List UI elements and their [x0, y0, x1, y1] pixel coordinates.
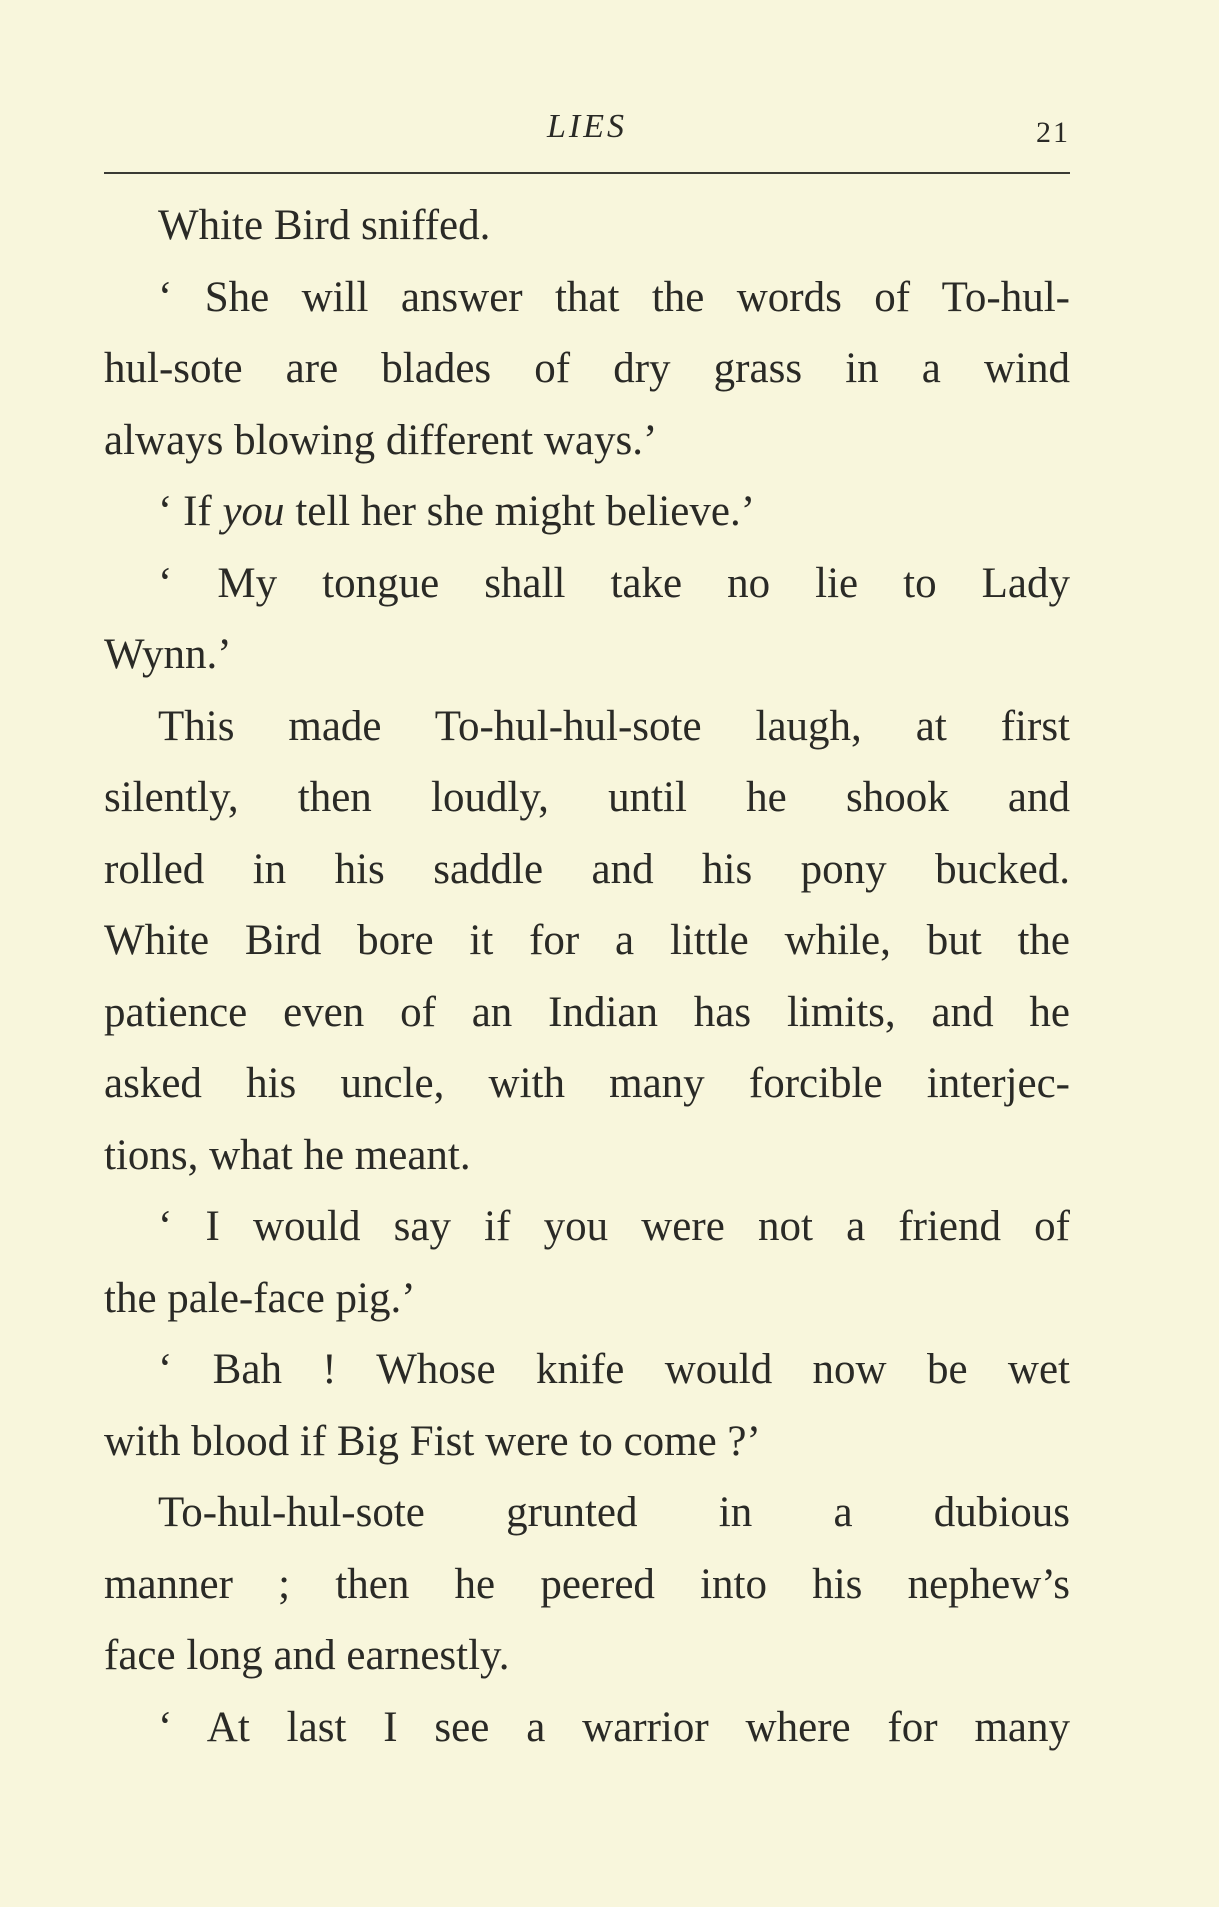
text-line: with blood if Big Fist were to come ?’: [104, 1417, 761, 1465]
text-line: tions, what he meant.: [104, 1131, 471, 1179]
text-segment: tell her she might believe.’: [284, 488, 756, 535]
text-line: rolled in his saddle and his pony bucked.: [104, 845, 1070, 893]
text-line: ‘ I would say if you were not a friend of: [158, 1203, 1070, 1250]
text-line: asked his uncle, with many forcible interjec-: [104, 1060, 1070, 1107]
page-header: [104, 108, 1070, 168]
text-line: patience even of an Indian has limits, and he: [104, 988, 1070, 1036]
emphasized-word: you: [222, 488, 285, 535]
page-number: 21: [1036, 116, 1070, 149]
header-rule: [104, 172, 1070, 174]
text-line: ‘ Bah ! Whose knife would now be wet: [158, 1346, 1070, 1393]
running-head: LIES: [547, 108, 627, 145]
text-line: To-hul-hul-sote grunted in a dubious: [158, 1489, 1070, 1536]
text-line: always blowing different ways.’: [104, 416, 658, 464]
text-line: ‘ She will answer that the words of To-hul-: [158, 273, 1070, 321]
text-line: White Bird sniffed.: [158, 202, 491, 249]
text-line: White Bird bore it for a little while, but the: [104, 917, 1070, 964]
text-segment: ‘ If: [158, 488, 223, 535]
text-line: ‘ My tongue shall take no lie to Lady: [158, 559, 1070, 607]
text-line: hul-sote are blades of dry grass in a wind: [104, 345, 1070, 392]
text-line: the pale-face pig.’: [104, 1274, 416, 1322]
body-text: [104, 190, 1070, 1763]
text-line: Wynn.’: [104, 631, 232, 678]
text-line: manner ; then he peered into his nephew’s: [104, 1560, 1070, 1608]
text-line: This made To-hul-hul-sote laugh, at first: [158, 702, 1070, 750]
text-line: silently, then loudly, until he shook and: [104, 774, 1070, 821]
text-line: ‘ At last I see a warrior where for many: [158, 1703, 1070, 1751]
text-line-with-emphasis: [104, 476, 1070, 548]
text-line: face long and earnestly.: [104, 1632, 510, 1679]
